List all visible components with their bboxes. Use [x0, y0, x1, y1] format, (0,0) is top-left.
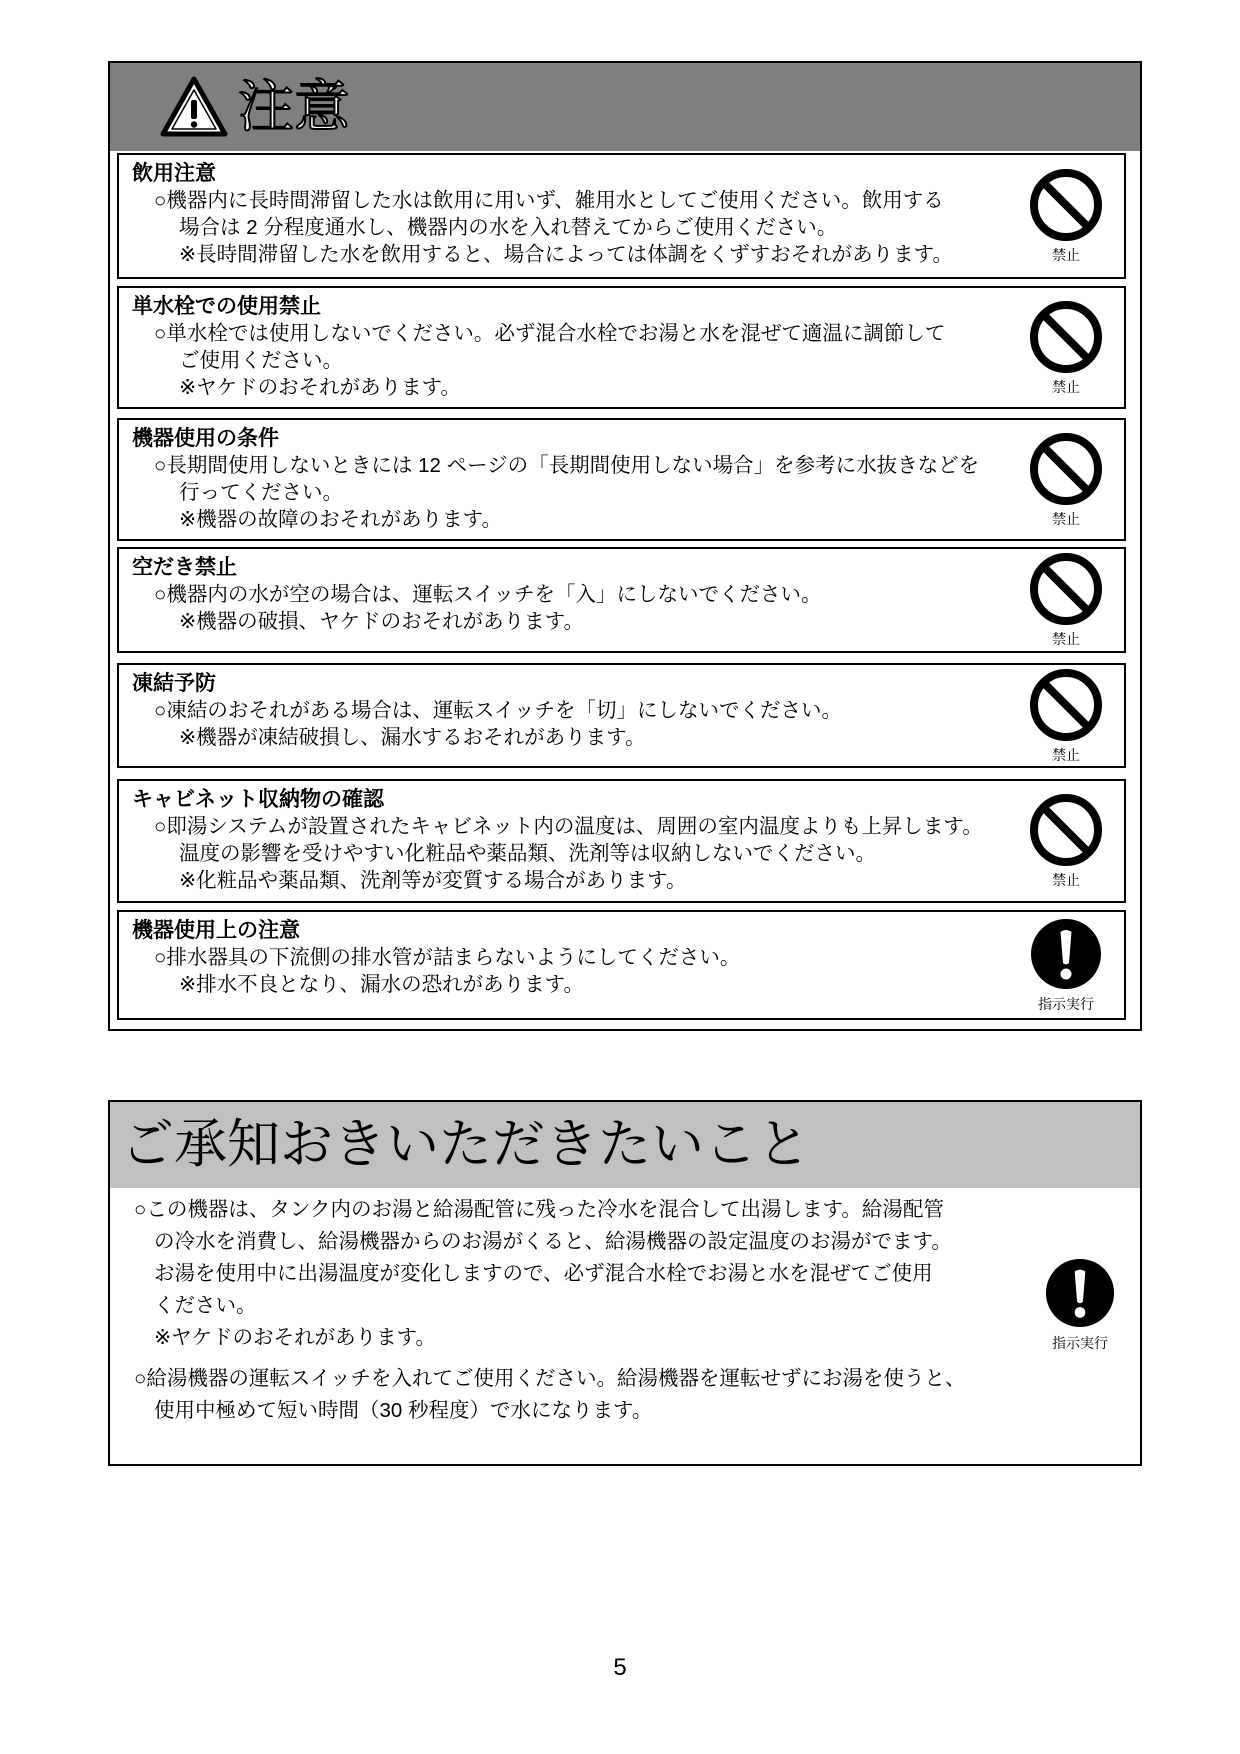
caution-item-line: 場合は 2 分程度通水し、機器内の水を入れ替えてからご使用ください。 [179, 216, 838, 239]
prohibition-icon [1029, 168, 1103, 242]
caution-item-line: ご使用ください。 [179, 349, 343, 372]
mandatory-action-icon [1029, 917, 1103, 991]
prohibition-icon [1029, 552, 1103, 626]
caution-item-line: ※機器の破損、ヤケドのおそれがあります。 [179, 610, 585, 633]
caution-item-line: ○機器内の水が空の場合は、運転スイッチを「入」にしないでください。 [154, 583, 822, 606]
prohibition-sign [1018, 432, 1114, 528]
notice-line: ○この機器は、タンク内のお湯と給湯配管に残った冷水を混合して出湯します。給湯配管 [134, 1198, 944, 1221]
caution-item-line: ※機器の故障のおそれがあります。 [179, 508, 503, 531]
prohibition-label: 禁止 [1052, 631, 1080, 647]
caution-item-cabinet-storage [117, 779, 1126, 903]
notice-line: お湯を使用中に出湯温度が変化しますので、必ず混合水栓でお湯と水を混ぜてご使用 [154, 1262, 933, 1285]
caution-item-line: ※排水不良となり、漏水の恐れがあります。 [179, 973, 585, 996]
caution-item-line: ○単水栓では使用しないでください。必ず混合水栓でお湯と水を混ぜて適温に調節して [154, 322, 946, 345]
caution-item-title: 機器使用上の注意 [132, 919, 300, 942]
caution-item-dry-heating-prohibited [117, 547, 1126, 653]
notice-line: ○給湯機器の運転スイッチを入れてご使用ください。給湯機器を運転せずにお湯を使うと、 [134, 1367, 966, 1390]
notice-header [110, 1102, 1140, 1188]
prohibition-label: 禁止 [1052, 247, 1080, 263]
prohibition-sign [1018, 668, 1114, 764]
prohibition-label: 禁止 [1052, 510, 1080, 527]
caution-item-title: 単水栓での使用禁止 [132, 295, 321, 318]
notice-line: 使用中極めて短い時間（30 秒程度）で水になります。 [154, 1399, 653, 1422]
caution-item-title: キャビネット収納物の確認 [132, 788, 384, 811]
caution-item-line: ※化粧品や薬品類、洗剤等が変質する場合があります。 [179, 869, 687, 892]
prohibition-sign [1018, 300, 1114, 396]
mandatory-action-label: 指示実行 [1038, 996, 1094, 1012]
prohibition-sign [1018, 168, 1114, 264]
notice-line: ください。 [154, 1294, 257, 1317]
mandatory-action-sign [1030, 1257, 1130, 1352]
prohibition-icon [1029, 300, 1103, 374]
caution-section [108, 61, 1142, 1031]
notice-body [110, 1188, 1014, 1427]
caution-item-line: ○長期間使用しないときには 12 ページの「長期間使用しない場合」を参考に水抜きなどを [154, 454, 980, 477]
notice-heading: ご承知おきいただきたいこと [121, 1115, 810, 1174]
page-number: 5 [613, 1654, 627, 1681]
mandatory-action-label: 指示実行 [1052, 1335, 1108, 1351]
caution-item-line: 温度の影響を受けやすい化粧品や薬品類、洗剤等は収納しないでください。 [179, 842, 876, 865]
caution-item-line: 行ってください。 [179, 481, 343, 504]
caution-item-line: ○即湯システムが設置されたキャビネット内の温度は、周囲の室内温度よりも上昇します。 [154, 815, 983, 838]
warning-triangle-icon [159, 75, 229, 138]
caution-header [110, 63, 1140, 151]
prohibition-icon [1029, 668, 1103, 742]
caution-item-line: ※ヤケドのおそれがあります。 [179, 376, 462, 399]
prohibition-icon [1029, 793, 1103, 867]
notice-line: の冷水を消費し、給湯機器からのお湯がくると、給湯機器の設定温度のお湯がでます。 [154, 1230, 952, 1253]
prohibition-sign [1018, 793, 1114, 889]
caution-item-line: ○凍結のおそれがある場合は、運転スイッチを「切」にしないでください。 [154, 699, 843, 722]
caution-heading: 注意 [238, 75, 350, 138]
caution-item-line: ○機器内に長時間滞留した水は飲用に用いず、雑用水としてご使用ください。飲用する [154, 189, 944, 212]
mandatory-action-icon [1044, 1257, 1116, 1329]
caution-item-single-faucet-prohibited [117, 286, 1126, 409]
prohibition-label: 禁止 [1052, 378, 1080, 395]
notice-paragraph [110, 1363, 1014, 1427]
prohibition-label: 禁止 [1052, 872, 1080, 888]
caution-item-freeze-prevention [117, 663, 1126, 768]
notice-section [108, 1100, 1142, 1466]
caution-item-line: ※長時間滞留した水を飲用すると、場合によっては体調をくずすおそれがあります。 [179, 243, 954, 266]
caution-item-title: 飲用注意 [132, 162, 216, 185]
caution-item-line: ○排水器具の下流側の排水管が詰まらないようにしてください。 [154, 946, 741, 969]
caution-item-title: 機器使用の条件 [132, 427, 279, 450]
caution-item-usage-conditions [117, 418, 1126, 541]
prohibition-sign [1018, 552, 1114, 648]
caution-item-title: 空だき禁止 [132, 556, 237, 579]
notice-line: ※ヤケドのおそれがあります。 [154, 1326, 437, 1349]
prohibition-label: 禁止 [1052, 746, 1080, 763]
caution-item-title: 凍結予防 [132, 672, 216, 695]
notice-paragraph [110, 1194, 1014, 1354]
mandatory-action-sign [1018, 917, 1114, 1013]
caution-item-usage-notes [117, 910, 1126, 1020]
prohibition-icon [1029, 432, 1103, 506]
caution-item-line: ※機器が凍結破損し、漏水するおそれがあります。 [179, 726, 646, 749]
caution-item-drinking-water [117, 153, 1126, 279]
